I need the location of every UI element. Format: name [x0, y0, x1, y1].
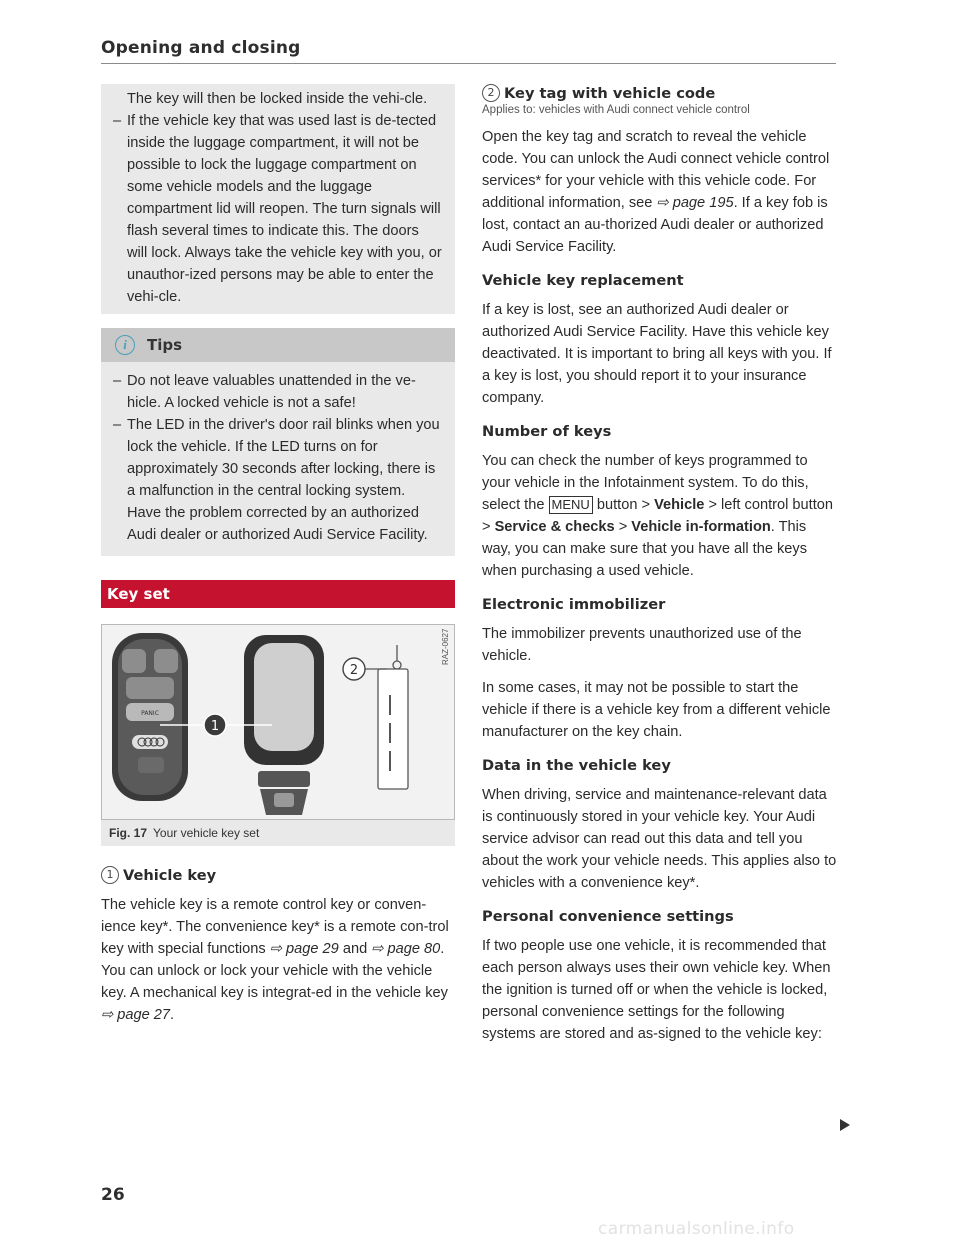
vehicle-key-text: The vehicle key is a remote control key or conven-ience key*. The convenience key* is a remote con-trol key with special functions ⇨ page 29 and ⇨ page 80. You can unlock or lock your vehicle with the vehicle key. A mechanical key is integrat-ed in the vehicle key ⇨ page 27.	[101, 897, 449, 1023]
personal-settings-heading: Personal convenience settings	[482, 908, 734, 925]
data-in-key-heading: Data in the vehicle key	[482, 757, 671, 774]
immobilizer-text-1: The immobilizer prevents unauthorized use of the vehicle.	[482, 626, 802, 664]
section-title-key-set: Key set	[101, 580, 455, 608]
marker-2-icon: 2	[482, 84, 500, 102]
callout-2: 2	[349, 663, 359, 678]
left-column	[101, 84, 455, 1026]
tips-body	[101, 362, 455, 556]
number-of-keys-heading: Number of keys	[482, 423, 612, 440]
figure-number: Fig. 17	[109, 826, 148, 840]
warning-continuation-box	[101, 84, 455, 314]
replacement-text: If a key is lost, see an authorized Audi dealer or authorized Audi Service Facility. Have this vehicle key deactivated. It is important to bring all keys with you. If a key is lost, you should report it to your insurance company.	[482, 302, 832, 406]
vehicle-key-heading	[101, 866, 455, 884]
tips-item: – Do not leave valuables unattended in the ve-hicle. A locked vehicle is not a safe!	[113, 370, 443, 414]
tips-header	[101, 328, 455, 362]
continued-text: The key will then be locked inside the vehi-cle.	[127, 91, 428, 107]
figure-caption	[101, 820, 455, 846]
remote-key-image	[112, 633, 188, 801]
dash-item-luggage: – If the vehicle key that was used last is de-tected inside the luggage compartment, it will not be possible to lock the luggage compartment on some vehicle models and the luggage compartment lid will reopen. The turn signals will flash several times to indicate this. The doors will lock. Always take the vehicle key with you, or unauthor-ized persons may be able to enter the vehi-cle.	[113, 110, 443, 308]
key-tag-heading	[482, 84, 838, 102]
menu-button-label: MENU	[549, 496, 593, 514]
key-tag-text: Open the key tag and scratch to reveal the vehicle code. You can unlock the Audi connect vehicle control services* for your vehicle with this vehicle code. For additional information, see ⇨ page 195. If a key fob is lost, contact an au-thorized Audi dealer or authorized Audi Service Facility.	[482, 129, 830, 255]
number-of-keys-text: You can check the number of keys programmed to your vehicle in the Infotainment system. To do this, select the MENU button > Vehicle > left control button > Service & checks > Vehicle in-formation. This way, you can make sure that you have all the keys when purchasing a used vehicle.	[482, 453, 833, 579]
page-ref-80[interactable]: ⇨ page 80	[371, 941, 441, 957]
info-icon: i	[115, 335, 135, 355]
immobilizer-heading: Electronic immobilizer	[482, 596, 666, 613]
panic-label: PANIC	[141, 710, 159, 717]
callout-1: 1	[210, 719, 220, 734]
key-set-figure	[101, 624, 455, 820]
tips-title: Tips	[147, 336, 183, 354]
marker-1-icon: 1	[101, 866, 119, 884]
page-ref-27[interactable]: ⇨ page 27	[101, 1007, 171, 1023]
key-tag-image	[378, 645, 408, 789]
header-rule	[101, 63, 836, 64]
page-ref-195[interactable]: ⇨ page 195	[656, 195, 734, 211]
watermark: carmanualsonline.info	[598, 1219, 795, 1239]
page-number: 26	[101, 1185, 125, 1205]
data-in-key-text: When driving, service and maintenance-relevant data is continuously stored in your vehicle key. Your Audi service advisor can read out this data and tell you about the work your vehicle needs. This applies also to vehicles with a convenience key*.	[482, 787, 837, 891]
replacement-heading: Vehicle key replacement	[482, 272, 684, 289]
page-ref-29[interactable]: ⇨ page 29	[269, 941, 339, 957]
tips-item: – The LED in the driver's door rail blinks when you lock the vehicle. If the LED turns on for approximately 30 seconds after locking, there is a malfunction in the central locking system. Have the problem corrected by an authorized Audi dealer or authorized Audi Service Facility.	[113, 414, 443, 546]
key-tag-title: Key tag with vehicle code	[504, 84, 716, 102]
continue-arrow-icon	[840, 1119, 850, 1131]
vehicle-key-title: Vehicle key	[123, 866, 217, 884]
chapter-title: Opening and closing	[101, 38, 301, 58]
right-column	[482, 84, 838, 1045]
key-set-illustration	[102, 625, 454, 819]
applies-to: Applies to: vehicles with Audi connect vehicle control	[482, 104, 750, 116]
figure-code: RAZ-0627	[441, 628, 450, 666]
immobilizer-text-2: In some cases, it may not be possible to start the vehicle if there is a vehicle key from a different vehicle manufacturer on the key chain.	[482, 680, 831, 740]
personal-settings-text: If two people use one vehicle, it is recommended that each person always uses their own vehicle key. When the ignition is turned off or when the vehicle is locked, personal convenience settings for the following systems are stored and as-signed to the vehicle key:	[482, 938, 831, 1042]
figure-caption-text: Your vehicle key set	[153, 826, 260, 840]
